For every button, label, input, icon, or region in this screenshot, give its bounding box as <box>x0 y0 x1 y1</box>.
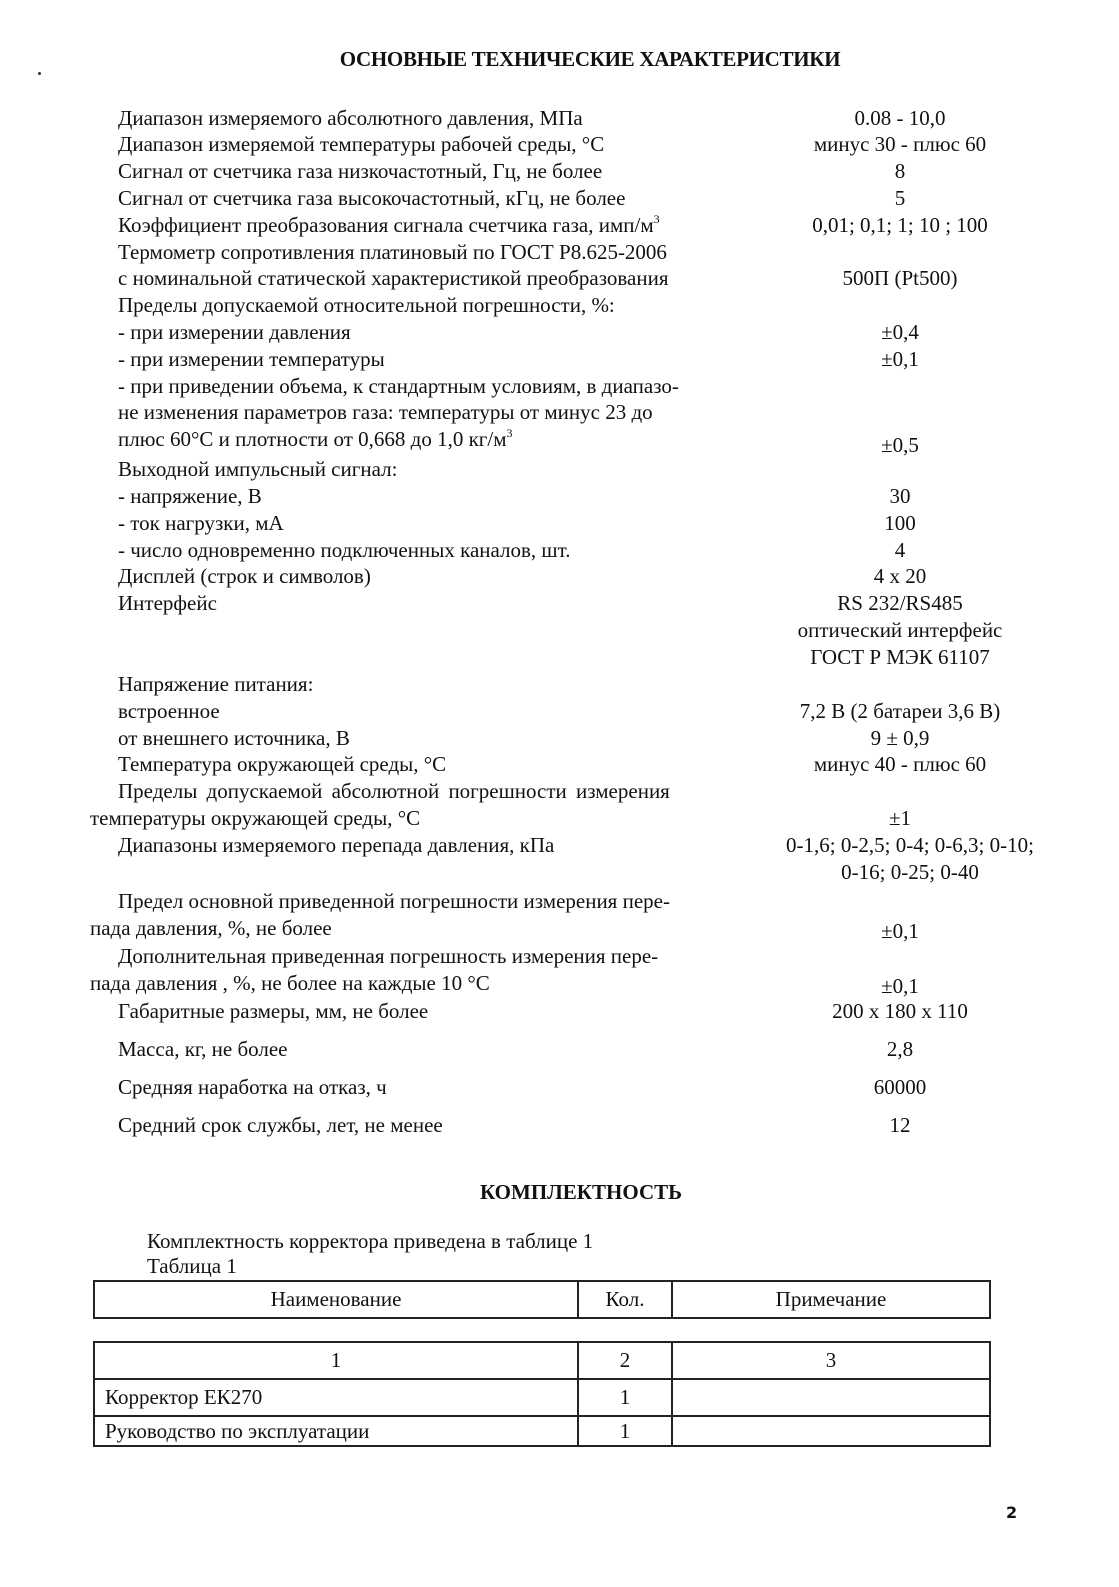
spec-value: 12 <box>889 1113 911 1137</box>
spec-value: 200 x 180 x 110 <box>832 999 968 1023</box>
col-number: 2 <box>578 1342 672 1379</box>
spec-value: 0.08 - 10,0 <box>854 106 946 130</box>
intro-text: Комплектность корректора приведена в таблице 1 <box>147 1229 594 1253</box>
spec-label: Напряжение питания: <box>118 672 314 696</box>
item-name: Руководство по эксплуатации <box>94 1416 578 1446</box>
spec-label: встроенное <box>118 699 220 723</box>
spec-label: не изменения параметров газа: температуры от минус 23 до <box>118 400 653 424</box>
item-qty: 1 <box>578 1379 672 1416</box>
page-number: 2 <box>1006 1503 1018 1522</box>
col-number: 3 <box>672 1342 990 1379</box>
spec-value: 7,2 В (2 батареи 3,6 В) <box>799 699 1001 723</box>
spec-label: Пределы допускаемой абсолютной погрешности измерения <box>118 779 670 803</box>
spec-value: 0,01; 0,1; 1; 10 ; 100 <box>812 213 988 237</box>
spec-value: ±1 <box>888 806 912 830</box>
spec-label: Габаритные размеры, мм, не более <box>118 999 429 1023</box>
item-note <box>672 1416 990 1446</box>
spec-value: 60000 <box>873 1075 927 1099</box>
spec-label: Дополнительная приведенная погрешность измерения пере- <box>118 944 659 968</box>
spec-value: 8 <box>894 159 906 183</box>
spec-label: - число одновременно подключенных каналов, шт. <box>118 538 571 562</box>
table-row-numbering <box>94 1342 990 1379</box>
spec-value: RS 232/RS485 <box>837 591 963 615</box>
spec-value: 0-16; 0-25; 0-40 <box>841 860 979 884</box>
item-qty: 1 <box>578 1416 672 1446</box>
superscript: 3 <box>506 426 513 440</box>
scan-speck <box>38 72 41 75</box>
spec-label: с номинальной статической характеристикой преобразования <box>118 266 669 290</box>
table-body <box>93 1341 991 1447</box>
spec-value: 9 ± 0,9 <box>870 726 930 750</box>
spec-value: 4 x 20 <box>873 564 927 588</box>
spec-value: ±0,1 <box>881 974 919 998</box>
table-row <box>94 1416 990 1446</box>
spec-label: Диапазон измеряемой температуры рабочей среды, °С <box>118 132 605 156</box>
spec-value: 100 <box>884 511 916 535</box>
spec-label: Интерфейс <box>118 591 217 615</box>
item-note <box>672 1379 990 1416</box>
spec-label: - при измерении температуры <box>118 347 385 371</box>
spec-label: Средняя наработка на отказ, ч <box>118 1075 387 1099</box>
spec-value: ±0,1 <box>881 919 919 943</box>
spec-value: 30 <box>889 484 911 508</box>
spec-value: 4 <box>894 538 906 562</box>
spec-value: минус 40 - плюс 60 <box>813 752 987 776</box>
table-row <box>94 1379 990 1416</box>
header-qty: Кол. <box>578 1281 672 1318</box>
col-number: 1 <box>94 1342 578 1379</box>
spec-label: - при приведении объема, к стандартным условиям, в диапазо- <box>118 374 679 398</box>
spec-value: ±0,4 <box>881 320 919 344</box>
spec-label: - ток нагрузки, мА <box>118 511 284 535</box>
spec-label: Диапазон измеряемого абсолютного давления, МПа <box>118 106 583 130</box>
spec-label: Масса, кг, не более <box>118 1037 288 1061</box>
spec-value: 0-1,6; 0-2,5; 0-4; 0-6,3; 0-10; <box>786 833 1034 857</box>
spec-label: Коэффициент преобразования сигнала счетчика газа, имп/м <box>118 213 654 237</box>
spec-value: ±0,5 <box>881 433 919 457</box>
spec-label: - при измерении давления <box>118 320 351 344</box>
spec-label-wrap <box>118 426 513 452</box>
spec-label: плюс 60°С и плотности от 0,668 до 1,0 кг/м <box>118 427 507 451</box>
spec-label: температуры окружающей среды, °С <box>90 806 421 830</box>
spec-value: ±0,1 <box>881 347 919 371</box>
spec-label: Средний срок службы, лет, не менее <box>118 1113 443 1137</box>
spec-label: Сигнал от счетчика газа низкочастотный, Гц, не более <box>118 159 603 183</box>
spec-value: оптический интерфейс <box>797 618 1003 642</box>
item-name: Корректор ЕК270 <box>94 1379 578 1416</box>
spec-label: пада давления, %, не более <box>90 916 332 940</box>
table-caption: Таблица 1 <box>147 1254 237 1278</box>
spec-value: 2,8 <box>886 1037 914 1061</box>
spec-label: Предел основной приведенной погрешности измерения пере- <box>118 889 670 913</box>
spec-label: Выходной импульсный сигнал: <box>118 457 398 481</box>
table-header <box>93 1280 991 1319</box>
spec-label: Сигнал от счетчика газа высокочастотный, кГц, не более <box>118 186 626 210</box>
section-title: КОМПЛЕКТНОСТЬ <box>479 1180 683 1204</box>
spec-label: Диапазоны измеряемого перепада давления, кПа <box>118 833 555 857</box>
spec-label-wrap <box>118 212 660 238</box>
page-title: ОСНОВНЫЕ ТЕХНИЧЕСКИЕ ХАРАКТЕРИСТИКИ <box>339 47 841 71</box>
spec-label: - напряжение, В <box>118 484 262 508</box>
spec-label: от внешнего источника, В <box>118 726 350 750</box>
spec-value: 5 <box>894 186 906 210</box>
superscript: 3 <box>653 212 660 226</box>
header-name: Наименование <box>94 1281 578 1318</box>
spec-label: Термометр сопротивления платиновый по ГОСТ Р8.625-2006 <box>118 240 667 264</box>
spec-label: пада давления , %, не более на каждые 10 °С <box>90 971 490 995</box>
spec-label: Температура окружающей среды, °С <box>118 752 447 776</box>
header-note: Примечание <box>672 1281 990 1318</box>
spec-value: минус 30 - плюс 60 <box>813 132 987 156</box>
spec-value: 500П (Pt500) <box>842 266 958 290</box>
spec-value: ГОСТ Р МЭК 61107 <box>810 645 990 669</box>
spec-label: Дисплей (строк и символов) <box>118 564 371 588</box>
spec-label: Пределы допускаемой относительной погрешности, %: <box>118 293 615 317</box>
